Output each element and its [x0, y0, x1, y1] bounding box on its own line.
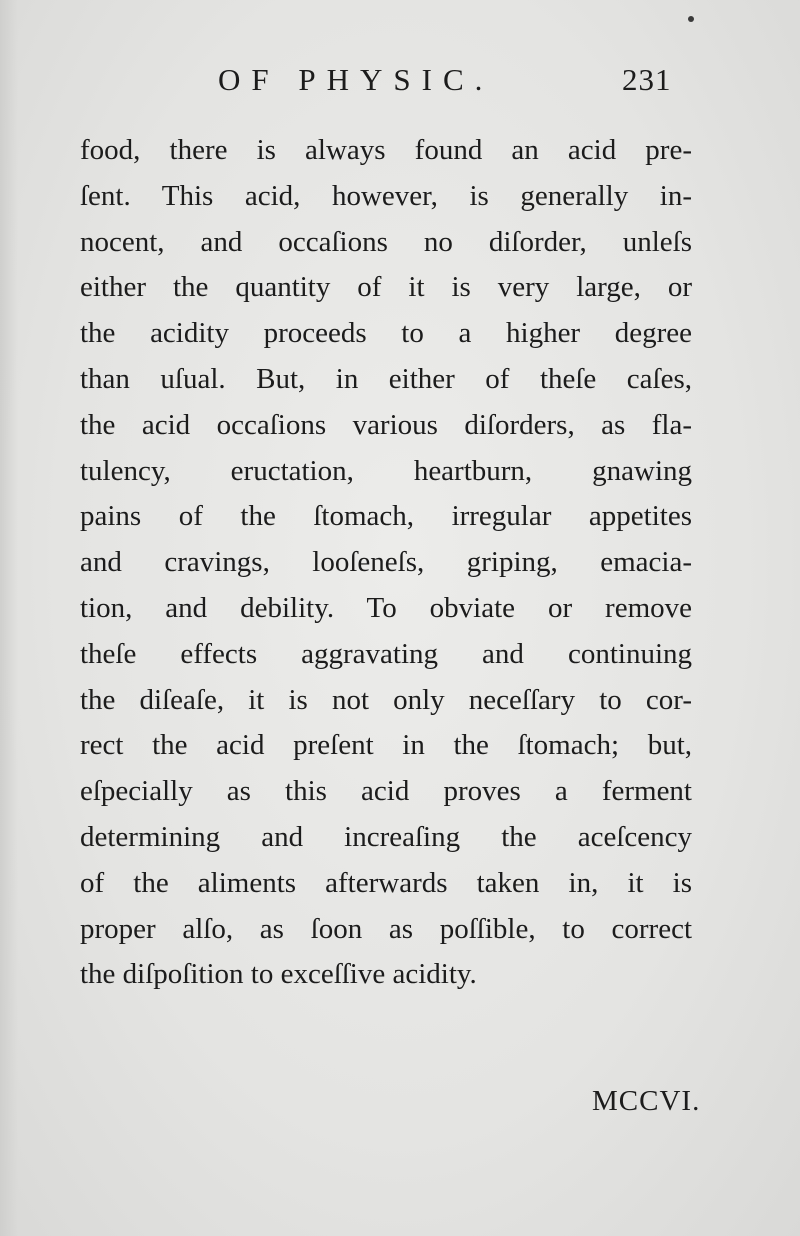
text-line-last: the diſpoſition to exceſſive acidity. — [80, 958, 477, 991]
text-line: tion, and debility. To obviate or remove — [80, 591, 692, 624]
text-line: either the quantity of it is very large, or — [80, 271, 692, 304]
text-line: proper alſo, as ſoon as poſſible, to correct — [80, 912, 692, 945]
text-line: the diſeaſe, it is not only neceſſary to cor- — [80, 683, 692, 716]
page-header — [0, 62, 800, 112]
page-number: 231 — [622, 62, 672, 97]
text-line: of the aliments afterwards taken in, it is — [80, 866, 692, 899]
text-line: food, there is always found an acid pre- — [80, 134, 692, 166]
text-line: the acid occaſions various diſorders, as fla- — [80, 408, 692, 441]
text-line: the acidity proceeds to a higher degree — [80, 317, 692, 350]
text-line: and cravings, looſeneſs, griping, emacia- — [80, 546, 692, 579]
body-text — [80, 128, 692, 998]
text-line: pains of the ſtomach, irregular appetites — [80, 500, 692, 533]
page-gutter-shadow — [0, 0, 18, 1236]
text-line: nocent, and occaſions no diſorder, unleſs — [80, 225, 692, 258]
text-line: rect the acid preſent in the ſtomach; but, — [80, 729, 692, 762]
text-line: tulency, eructation, heartburn, gnawing — [80, 454, 692, 487]
catchword: MCCVI. — [592, 1085, 701, 1117]
text-line: ſent. This acid, however, is generally in- — [80, 179, 692, 212]
running-title: OF PHYSIC. — [218, 62, 494, 97]
text-line: than uſual. But, in either of theſe caſes, — [80, 362, 692, 395]
text-line: theſe effects aggravating and continuing — [80, 637, 692, 670]
text-line: determining and increaſing the aceſcency — [80, 820, 692, 853]
text-line: eſpecially as this acid proves a ferment — [80, 775, 692, 808]
ink-speck — [688, 16, 694, 22]
